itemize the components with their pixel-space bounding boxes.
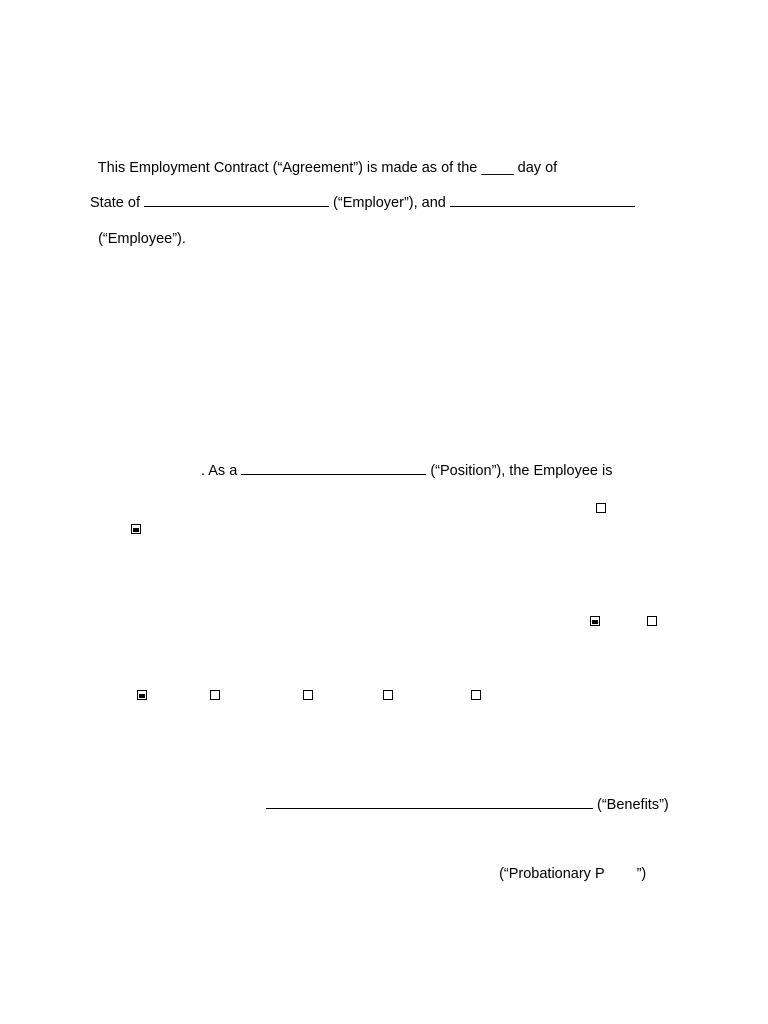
parties-line <box>90 193 635 212</box>
employee-label: (“Employee”). <box>98 231 186 247</box>
benefits-blank[interactable] <box>266 795 593 809</box>
checkbox-1[interactable] <box>596 503 606 513</box>
position-prefix: . As a <box>201 463 242 479</box>
benefits-label: (“Benefits”) <box>593 797 669 813</box>
employee-line <box>90 212 186 248</box>
probation-label: (“Probationary P ”) <box>499 866 647 882</box>
position-suffix: (“Position”), the Employee is <box>426 463 613 479</box>
state-blank[interactable] <box>144 193 329 207</box>
intro-line <box>90 141 557 177</box>
intro-text: This Employment Contract (“Agreement”) is made as of the ____ day of <box>97 160 558 176</box>
checkbox-9[interactable] <box>471 690 481 700</box>
checkbox-8[interactable] <box>383 690 393 700</box>
employee-name-blank[interactable] <box>450 193 635 207</box>
checkbox-2[interactable] <box>131 524 141 534</box>
probation-line <box>491 847 646 883</box>
checkbox-4[interactable] <box>647 616 657 626</box>
checkbox-5[interactable] <box>137 690 147 700</box>
position-blank[interactable] <box>241 461 426 475</box>
checkbox-3[interactable] <box>590 616 600 626</box>
benefits-line <box>266 795 669 814</box>
checkbox-7[interactable] <box>303 690 313 700</box>
position-line <box>201 461 612 480</box>
employer-label: (“Employer”), and <box>329 195 450 211</box>
checkbox-6[interactable] <box>210 690 220 700</box>
state-label: State of <box>90 195 145 211</box>
